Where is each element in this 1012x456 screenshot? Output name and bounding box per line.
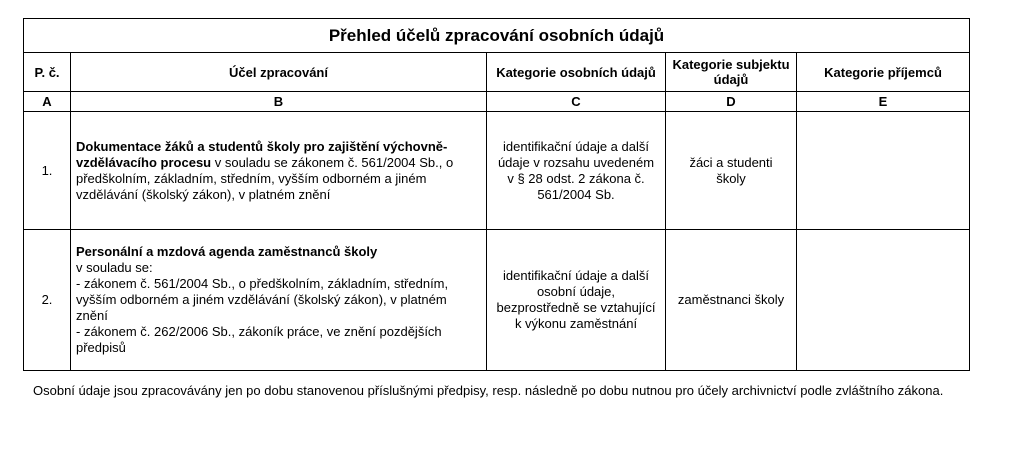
header-subjects: Kategorie subjektu údajů — [666, 53, 797, 92]
header-data-categories: Kategorie osobních údajů — [487, 53, 666, 92]
column-letter-b: B — [71, 92, 487, 112]
row-data-categories: identifikační údaje a další údaje v rozsahu uvedeném v § 28 odst. 2 zákona č. 561/2004 Sb. — [487, 112, 666, 230]
column-letter-c: C — [487, 92, 666, 112]
purposes-table — [23, 18, 970, 371]
column-letter-e: E — [797, 92, 970, 112]
purpose-title: Personální a mzdová agenda zaměstnanců školy — [76, 244, 378, 259]
purpose-title: Dokumentace žáků a studentů školy pro zajištění výchovně-vzdělávacího procesu — [76, 138, 448, 170]
table-row — [24, 112, 970, 230]
row-recipients — [797, 230, 970, 371]
purpose-line: v souladu se: — [76, 260, 153, 275]
column-letter-a: A — [24, 92, 71, 112]
row-subjects: žáci a studenti školy — [666, 112, 797, 230]
header-num: P. č. — [24, 53, 71, 92]
row-subjects: zaměstnanci školy — [666, 230, 797, 371]
row-number: 1. — [24, 112, 71, 230]
header-recipients: Kategorie příjemců — [797, 53, 970, 92]
row-number: 2. — [24, 230, 71, 371]
table-row — [24, 230, 970, 371]
table-title: Přehled účelů zpracování osobních údajů — [24, 19, 970, 53]
purpose-text: v souladu se zákonem č. 561/2004 Sb., o předškolním, základním, středním, vyšším odborném a jiném vzdělávání (školský zákon), v platném znění — [76, 154, 454, 202]
column-letter-d: D — [666, 92, 797, 112]
retention-note: Osobní údaje jsou zpracovávány jen po dobu stanovenou příslušnými předpisy, resp. následně po dobu nutnou pro účely archivnictví podle zvláštního zákona. — [33, 383, 944, 398]
purpose-line: - zákonem č. 561/2004 Sb., o předškolním, základním, středním, vyšším odborném a jiném vzdělávání (školský zákon), v platném znění — [76, 276, 449, 323]
row-recipients — [797, 112, 970, 230]
header-purpose: Účel zpracování — [71, 53, 487, 92]
row-data-categories: identifikační údaje a další osobní údaje, bezprostředně se vztahující k výkonu zaměstnání — [487, 230, 666, 371]
purpose-line: - zákonem č. 262/2006 Sb., zákoník práce, ve znění pozdějších předpisů — [76, 324, 442, 355]
row-purpose — [71, 230, 487, 371]
row-purpose — [71, 112, 487, 230]
